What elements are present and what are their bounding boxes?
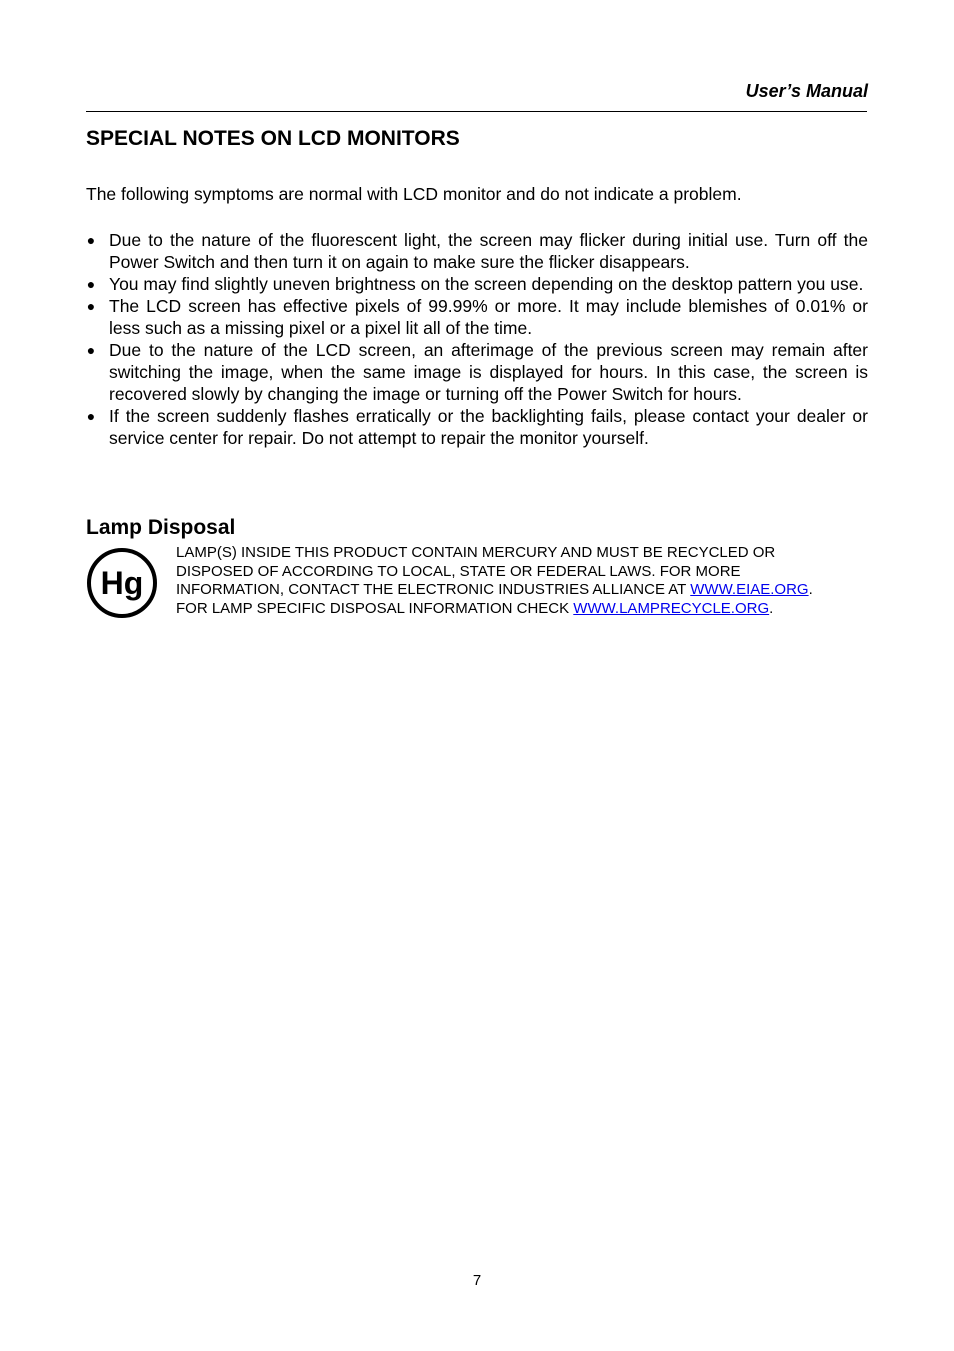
list-item	[86, 273, 868, 295]
lamp-disposal-notice	[176, 544, 876, 618]
list-item-text: The LCD screen has effective pixels of 99.99% or more. It may include blemishes of 0.01% or less such as a missing pixel or a pixel lit all of the time.	[109, 296, 868, 338]
list-item-text: You may find slightly uneven brightness on the screen depending on the desktop pattern you use.	[109, 274, 864, 294]
lamprecycle-link[interactable]: WWW.LAMPRECYCLE.ORG	[573, 599, 770, 617]
hg-symbol-label: Hg	[100, 565, 144, 601]
list-item	[86, 295, 868, 339]
bullet-icon: ●	[86, 342, 96, 358]
notice-line: DISPOSED OF ACCORDING TO LOCAL, STATE OR FEDERAL LAWS. FOR MORE	[176, 562, 741, 580]
lamp-disposal-title: Lamp Disposal	[86, 516, 236, 539]
list-item	[86, 339, 868, 405]
section-title: SPECIAL NOTES ON LCD MONITORS	[86, 127, 460, 150]
bullet-icon: ●	[86, 276, 96, 292]
eiae-link[interactable]: WWW.EIAE.ORG	[690, 581, 809, 599]
list-item	[86, 405, 868, 449]
symptom-list	[86, 229, 868, 449]
bullet-icon: ●	[86, 298, 96, 314]
mercury-hg-icon	[86, 547, 158, 619]
list-item-text: If the screen suddenly flashes erratically or the backlighting fails, please contact your dealer or service center for repair. Do not attempt to repair the monitor yourself.	[109, 406, 868, 448]
header-divider	[86, 111, 867, 112]
intro-paragraph: The following symptoms are normal with LCD monitor and do not indicate a problem.	[86, 184, 742, 204]
bullet-icon: ●	[86, 232, 96, 248]
notice-line: FOR LAMP SPECIFIC DISPOSAL INFORMATION CHECK WWW.LAMPRECYCLE.ORG.	[176, 599, 774, 617]
list-item-text: Due to the nature of the fluorescent light, the screen may flicker during initial use. Turn off the Power Switch and then turn it on again to make sure the flicker disappears.	[109, 230, 868, 272]
list-item	[86, 229, 868, 273]
list-item-text: Due to the nature of the LCD screen, an afterimage of the previous screen may remain after switching the image, when the same image is displayed for hours. In this case, the screen is recovered slowly by changing the image or turning off the Power Switch for hours.	[109, 340, 868, 404]
header-title: User’s Manual	[745, 81, 868, 101]
page-number: 7	[472, 1272, 482, 1289]
notice-line: LAMP(S) INSIDE THIS PRODUCT CONTAIN MERCURY AND MUST BE RECYCLED OR	[176, 544, 776, 561]
notice-line: INFORMATION, CONTACT THE ELECTRONIC INDUSTRIES ALLIANCE AT WWW.EIAE.ORG.	[176, 581, 813, 599]
bullet-icon: ●	[86, 408, 96, 424]
